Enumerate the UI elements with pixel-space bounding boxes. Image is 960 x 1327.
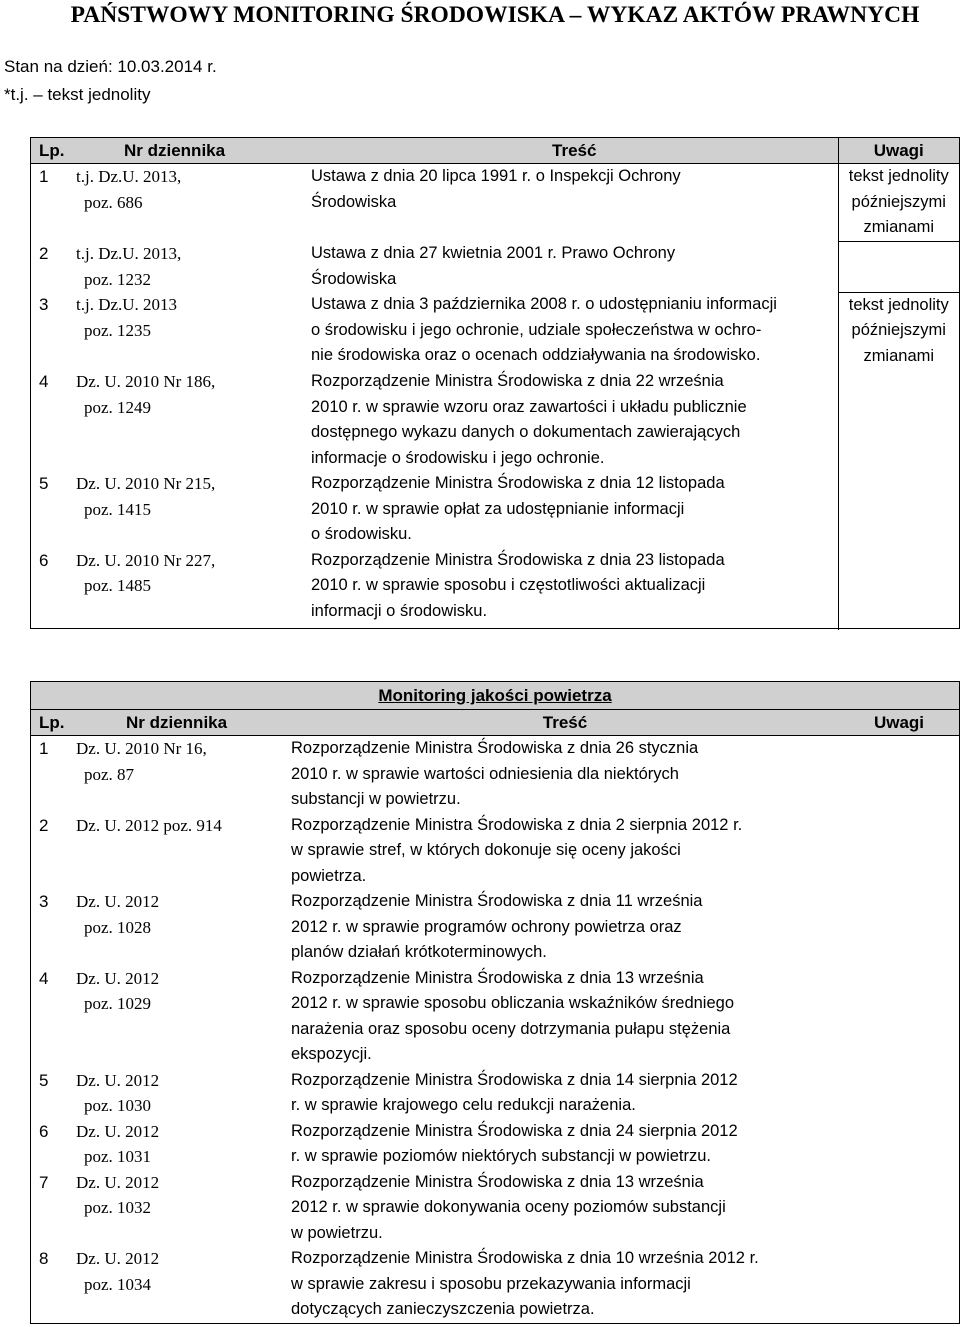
cell-tresc xyxy=(311,241,838,292)
table-row xyxy=(31,1119,959,1170)
tresc-line: Środowiska xyxy=(311,269,397,288)
cell-tresc xyxy=(311,292,838,369)
tresc-line: ekspozycji. xyxy=(291,1045,372,1063)
cell-nr-dziennika xyxy=(76,241,311,292)
tresc-line: r. w sprawie poziomów niektórych substancji w powietrzu. xyxy=(291,1147,712,1165)
table-row xyxy=(31,241,959,292)
abbreviation-note: *t.j. – tekst jednolity xyxy=(4,85,151,104)
nr-dziennika-line: Dz. U. 2012 xyxy=(76,968,160,988)
cell-nr-dziennika xyxy=(76,889,291,966)
cell-nr-dziennika xyxy=(76,813,291,890)
nr-dziennika-line: t.j. Dz.U. 2013, xyxy=(76,244,182,263)
tresc-line: Ustawa z dnia 3 października 2008 r. o udostępnianiu informacji xyxy=(311,295,777,313)
table-row xyxy=(31,1170,959,1247)
tresc-line: Rozporządzenie Ministra Środowiska z dnia 12 listopada xyxy=(311,474,725,492)
uwagi-line: tekst jednolity xyxy=(848,295,949,314)
cell-tresc xyxy=(291,813,839,890)
cell-uwagi xyxy=(839,736,959,813)
header-lp: Lp. xyxy=(31,138,76,164)
cell-lp: 3 xyxy=(39,892,49,911)
cell-uwagi xyxy=(838,471,959,548)
tresc-line: Rozporządzenie Ministra Środowiska z dnia 23 listopada xyxy=(311,550,725,569)
tresc-line: Rozporządzenie Ministra Środowiska z dnia 13 września xyxy=(291,1172,704,1191)
cell-uwagi xyxy=(838,292,959,369)
nr-dziennika-position: poz. 686 xyxy=(84,192,143,212)
table-header xyxy=(31,710,959,736)
cell-uwagi xyxy=(839,966,959,1068)
nr-dziennika-position: poz. 87 xyxy=(84,764,135,784)
tresc-line: 2012 r. w sprawie dokonywania oceny poziomów substancji xyxy=(291,1198,726,1216)
tresc-line: 2010 r. w sprawie sposobu i częstotliwości aktualizacji xyxy=(311,576,706,594)
cell-nr-dziennika xyxy=(76,369,311,471)
cell-uwagi xyxy=(838,164,959,242)
nr-dziennika-line: Dz. U. 2012 xyxy=(76,1249,160,1268)
cell-lp: 2 xyxy=(39,244,49,263)
cell-nr-dziennika xyxy=(76,1119,291,1170)
tresc-line: 2010 r. w sprawie wzoru oraz zawartości i układu publicznie xyxy=(311,397,747,416)
nr-dziennika-line: Dz. U. 2012 xyxy=(76,1121,160,1141)
page-title: PAŃSTWOWY MONITORING ŚRODOWISKA – WYKAZ AKTÓW PRAWNYCH xyxy=(70,2,920,28)
section-title-row xyxy=(31,682,959,710)
tresc-line: r. w sprawie krajowego celu redukcji narażenia. xyxy=(291,1096,636,1114)
cell-uwagi xyxy=(839,1119,959,1170)
header-nr-dziennika: Nr dziennika xyxy=(76,138,311,164)
tresc-line: informacje o środowisku i jego ochronie. xyxy=(311,448,605,467)
cell-nr-dziennika xyxy=(76,1246,291,1327)
tresc-line: Rozporządzenie Ministra Środowiska z dnia 2 sierpnia 2012 r. xyxy=(291,815,743,834)
uwagi-line: późniejszymi xyxy=(851,192,946,211)
cell-lp: 4 xyxy=(39,968,49,988)
header-tresc: Treść xyxy=(291,710,839,736)
cell-tresc xyxy=(311,471,838,548)
header-uwagi: Uwagi xyxy=(839,710,959,736)
tresc-line: dotyczących zanieczyszczenia powietrza. xyxy=(291,1300,595,1318)
cell-uwagi xyxy=(838,369,959,471)
cell-lp: 6 xyxy=(39,550,49,570)
air-quality-table xyxy=(30,681,960,1324)
tresc-line: Środowiska xyxy=(311,192,397,211)
tresc-line: Rozporządzenie Ministra Środowiska z dnia 13 września xyxy=(291,968,704,987)
cell-uwagi xyxy=(839,889,959,966)
cell-uwagi xyxy=(839,1246,959,1327)
nr-dziennika-position: poz. 1032 xyxy=(84,1198,152,1217)
cell-tresc xyxy=(291,1068,839,1119)
nr-dziennika-position: poz. 1029 xyxy=(84,994,152,1013)
tresc-line: Ustawa z dnia 27 kwietnia 2001 r. Prawo Ochrony xyxy=(311,244,676,262)
cell-uwagi xyxy=(839,1170,959,1247)
cell-nr-dziennika xyxy=(76,1170,291,1247)
cell-nr-dziennika xyxy=(76,736,291,813)
cell-uwagi xyxy=(839,1068,959,1119)
table-row xyxy=(31,548,959,630)
cell-tresc xyxy=(291,736,839,813)
cell-nr-dziennika xyxy=(76,548,311,630)
nr-dziennika-line: t.j. Dz.U. 2013 xyxy=(76,295,178,314)
cell-nr-dziennika xyxy=(76,164,311,242)
table-row xyxy=(31,292,959,369)
table-row xyxy=(31,1246,959,1327)
tresc-line: Rozporządzenie Ministra Środowiska z dnia 26 stycznia xyxy=(291,739,699,757)
cell-lp: 4 xyxy=(39,372,49,391)
nr-dziennika-line: Dz. U. 2012 xyxy=(76,1070,160,1090)
nr-dziennika-position: poz. 1034 xyxy=(84,1274,152,1294)
tresc-line: 2010 r. w sprawie wartości odniesienia dla niektórych xyxy=(291,764,679,783)
cell-tresc xyxy=(291,889,839,966)
table-row xyxy=(31,736,959,813)
cell-nr-dziennika xyxy=(76,471,311,548)
table-header xyxy=(31,138,959,164)
nr-dziennika-line: t.j. Dz.U. 2013, xyxy=(76,167,182,186)
cell-lp: 7 xyxy=(39,1172,49,1192)
nr-dziennika-position: poz. 1028 xyxy=(84,917,152,937)
table-row xyxy=(31,471,959,548)
tresc-line: Rozporządzenie Ministra Środowiska z dnia 11 września xyxy=(291,892,703,910)
nr-dziennika-line: Dz. U. 2010 Nr 215, xyxy=(76,474,216,493)
table-row xyxy=(31,369,959,471)
tresc-line: 2012 r. w sprawie sposobu obliczania wskaźników średniego xyxy=(291,994,734,1012)
tresc-line: Rozporządzenie Ministra Środowiska z dnia 24 sierpnia 2012 xyxy=(291,1121,738,1140)
cell-nr-dziennika xyxy=(76,1068,291,1119)
cell-lp: 1 xyxy=(39,167,49,186)
header-tresc: Treść xyxy=(311,138,838,164)
header-nr-dziennika: Nr dziennika xyxy=(76,710,291,736)
status-date: Stan na dzień: 10.03.2014 r. xyxy=(4,57,217,76)
table-row xyxy=(31,164,959,242)
nr-dziennika-position: poz. 1030 xyxy=(84,1096,152,1115)
nr-dziennika-line: Dz. U. 2012 poz. 914 xyxy=(76,815,222,835)
tresc-line: Rozporządzenie Ministra Środowiska z dnia 10 września 2012 r. xyxy=(291,1249,759,1267)
header-uwagi: Uwagi xyxy=(838,138,959,164)
tresc-line: dostępnego wykazu danych o dokumentach zawierających xyxy=(311,423,741,441)
uwagi-line: zmianami xyxy=(863,346,935,365)
nr-dziennika-position: poz. 1232 xyxy=(84,269,152,289)
section-title: Monitoring jakości powietrza xyxy=(31,682,959,710)
nr-dziennika-line: Dz. U. 2010 Nr 16, xyxy=(76,739,207,758)
legal-acts-table xyxy=(30,137,960,629)
nr-dziennika-line: Dz. U. 2012 xyxy=(76,1172,160,1192)
nr-dziennika-position: poz. 1415 xyxy=(84,499,152,519)
tresc-line: nie środowiska oraz o ocenach oddziaływania na środowisko. xyxy=(311,346,761,364)
uwagi-line: tekst jednolity xyxy=(848,167,949,185)
cell-tresc xyxy=(311,548,838,630)
tresc-line: narażenia oraz sposobu oceny dotrzymania pułapu stężenia xyxy=(291,1019,731,1038)
tresc-line: 2012 r. w sprawie programów ochrony powietrza oraz xyxy=(291,917,682,936)
tresc-line: Rozporządzenie Ministra Środowiska z dnia 22 września xyxy=(311,372,724,390)
cell-lp: 5 xyxy=(39,1070,49,1090)
tresc-line: o środowisku. xyxy=(311,525,412,543)
table-row xyxy=(31,889,959,966)
cell-lp: 8 xyxy=(39,1249,49,1268)
tresc-line: w powietrzu. xyxy=(291,1223,383,1242)
table-row xyxy=(31,966,959,1068)
table-row xyxy=(31,813,959,890)
nr-dziennika-position: poz. 1249 xyxy=(84,397,152,417)
uwagi-line: późniejszymi xyxy=(851,321,946,339)
tresc-line: w sprawie stref, w których dokonuje się oceny jakości xyxy=(291,841,681,859)
tresc-line: powietrza. xyxy=(291,866,367,885)
nr-dziennika-line: Dz. U. 2010 Nr 186, xyxy=(76,372,216,391)
tresc-line: substancji w powietrzu. xyxy=(291,790,461,808)
cell-tresc xyxy=(291,966,839,1068)
cell-nr-dziennika xyxy=(76,292,311,369)
cell-lp: 6 xyxy=(39,1121,49,1141)
cell-tresc xyxy=(311,369,838,471)
cell-lp: 2 xyxy=(39,815,49,835)
tresc-line: o środowisku i jego ochronie, udziale społeczeństwa w ochro- xyxy=(311,320,762,339)
uwagi-line: zmianami xyxy=(863,218,935,236)
cell-tresc xyxy=(311,164,838,242)
cell-lp: 3 xyxy=(39,295,49,314)
cell-tresc xyxy=(291,1119,839,1170)
nr-dziennika-position: poz. 1485 xyxy=(84,576,152,595)
tresc-line: 2010 r. w sprawie opłat za udostępnianie informacji xyxy=(311,499,685,518)
cell-lp: 1 xyxy=(39,739,49,758)
cell-uwagi xyxy=(839,813,959,890)
nr-dziennika-line: Dz. U. 2010 Nr 227, xyxy=(76,550,216,570)
nr-dziennika-position: poz. 1031 xyxy=(84,1147,152,1166)
cell-tresc xyxy=(291,1246,839,1327)
cell-nr-dziennika xyxy=(76,966,291,1068)
tresc-line: w sprawie zakresu i sposobu przekazywania informacji xyxy=(291,1274,691,1293)
tresc-line: planów działań krótkoterminowych. xyxy=(291,943,547,961)
nr-dziennika-line: Dz. U. 2012 xyxy=(76,892,160,911)
tresc-line: Rozporządzenie Ministra Środowiska z dnia 14 sierpnia 2012 xyxy=(291,1070,738,1089)
cell-tresc xyxy=(291,1170,839,1247)
nr-dziennika-position: poz. 1235 xyxy=(84,320,152,340)
table-row xyxy=(31,1068,959,1119)
cell-uwagi xyxy=(838,548,959,630)
tresc-line: Ustawa z dnia 20 lipca 1991 r. o Inspekcji Ochrony xyxy=(311,167,681,185)
header-lp: Lp. xyxy=(31,710,76,736)
cell-lp: 5 xyxy=(39,474,49,493)
cell-uwagi xyxy=(838,241,959,292)
tresc-line: informacji o środowisku. xyxy=(311,601,488,620)
